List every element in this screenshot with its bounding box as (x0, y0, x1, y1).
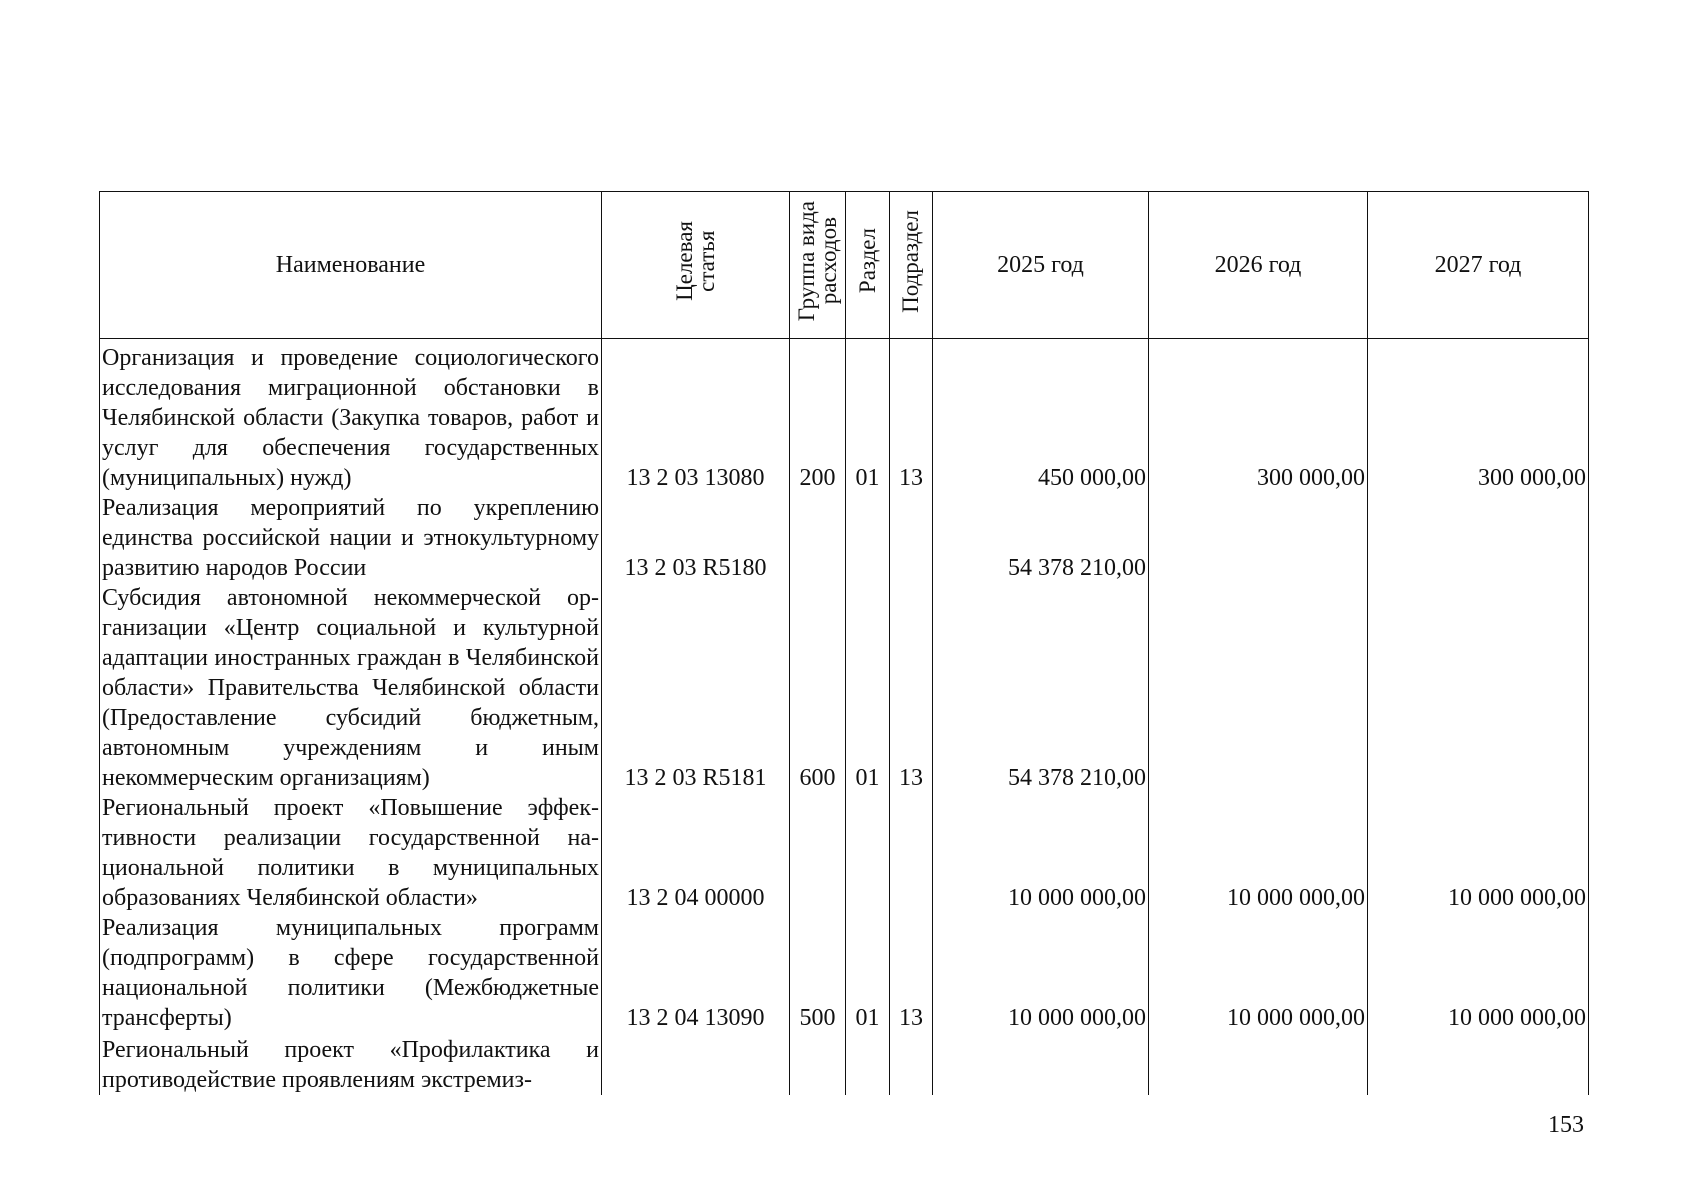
header-subsection-label: Подраздел (898, 209, 923, 313)
cell-2025: 54 378 210,00 (933, 493, 1149, 583)
cell-expense-group (790, 1033, 846, 1095)
cell-name: Реализация мероприятий по укреплению единства российской нации и этнокультурному развитию народов России (100, 493, 602, 583)
header-target-article (602, 192, 790, 339)
cell-2026 (1149, 583, 1368, 793)
page-number: 153 (1548, 1112, 1584, 1138)
table-row (100, 913, 1589, 1033)
header-year-2025-label: 2025 год (997, 252, 1084, 278)
cell-expense-group (790, 793, 846, 913)
cell-expense-group (790, 493, 846, 583)
cell-2027 (1368, 493, 1589, 583)
cell-name: Субсидия автономной некоммерческой организации «Центр социальной и культурной адаптации иностранных граждан в Челябинской области» Правительства Челябинской области (Предоставление субсидий бюджетным, автономным учреждениям и иным некоммерческим организациям) (100, 583, 602, 793)
cell-section (846, 793, 890, 913)
header-target-article-line1: Целевая (671, 221, 697, 301)
cell-name: Организация и проведение социологического исследования миграционной обстановки в Челябинской области (Закупка товаров, работ и услуг для обеспечения государственных (муниципальных) нужд) (100, 339, 602, 494)
cell-target-article: 13 2 04 13090 (602, 913, 790, 1033)
header-target-article-line2: статья (693, 230, 719, 292)
cell-subsection: 13 (890, 913, 933, 1033)
cell-target-article: 13 2 03 R5181 (602, 583, 790, 793)
table-row (100, 1033, 1589, 1095)
cell-expense-group: 600 (790, 583, 846, 793)
cell-2027 (1368, 583, 1589, 793)
cell-subsection (890, 493, 933, 583)
cell-subsection: 13 (890, 339, 933, 494)
cell-subsection (890, 793, 933, 913)
cell-target-article: 13 2 03 13080 (602, 339, 790, 494)
cell-2026 (1149, 1033, 1368, 1095)
cell-name: Реализация муниципальных программ (подпрограмм) в сфере государственной национальной политики (Межбюджетные трансферты) (100, 913, 602, 1033)
cell-2027: 10 000 000,00 (1368, 793, 1589, 913)
header-name-label: Наименование (275, 252, 426, 278)
cell-expense-group: 200 (790, 339, 846, 494)
header-subsection (890, 192, 933, 339)
header-year-2026-label: 2026 год (1214, 252, 1302, 278)
cell-target-article: 13 2 03 R5180 (602, 493, 790, 583)
cell-target-article: 13 2 04 00000 (602, 793, 790, 913)
cell-2025: 450 000,00 (933, 339, 1149, 494)
header-expense-group (790, 192, 846, 339)
cell-2027: 10 000 000,00 (1368, 913, 1589, 1033)
cell-2026: 10 000 000,00 (1149, 913, 1368, 1033)
cell-subsection (890, 1033, 933, 1095)
cell-name: Региональный проект «Профилактика и противодействие проявлениям экстремиз- (100, 1033, 602, 1095)
cell-section (846, 1033, 890, 1095)
cell-section: 01 (846, 339, 890, 494)
cell-2025 (933, 1033, 1149, 1095)
header-year-2025 (933, 192, 1149, 339)
header-name (100, 192, 602, 339)
cell-2025: 10 000 000,00 (933, 913, 1149, 1033)
cell-subsection: 13 (890, 583, 933, 793)
header-year-2026 (1149, 192, 1368, 339)
cell-expense-group: 500 (790, 913, 846, 1033)
cell-target-article (602, 1033, 790, 1095)
budget-table (99, 191, 1589, 1095)
header-section (846, 192, 890, 339)
cell-2025: 54 378 210,00 (933, 583, 1149, 793)
table-row (100, 793, 1589, 913)
header-expense-group-line2: расходов (815, 217, 841, 305)
cell-section: 01 (846, 913, 890, 1033)
table-row (100, 583, 1589, 793)
header-section-label: Раздел (854, 228, 880, 294)
table-row (100, 493, 1589, 583)
cell-2026: 10 000 000,00 (1149, 793, 1368, 913)
cell-section: 01 (846, 583, 890, 793)
table-header-row (100, 192, 1589, 339)
cell-2027 (1368, 1033, 1589, 1095)
cell-2027: 300 000,00 (1368, 339, 1589, 494)
cell-2026 (1149, 493, 1368, 583)
header-expense-group-line1: Группа вида (793, 200, 819, 322)
cell-name: Региональный проект «Повышение эффективности реализации государственной национальной политики в муниципальных образованиях Челябинской области» (100, 793, 602, 913)
cell-2026: 300 000,00 (1149, 339, 1368, 494)
cell-section (846, 493, 890, 583)
header-target-article-label (671, 221, 719, 301)
header-year-2027-label: 2027 год (1434, 252, 1522, 278)
header-expense-group-label (793, 200, 841, 322)
cell-2025: 10 000 000,00 (933, 793, 1149, 913)
header-year-2027 (1368, 192, 1589, 339)
table-row (100, 339, 1589, 494)
